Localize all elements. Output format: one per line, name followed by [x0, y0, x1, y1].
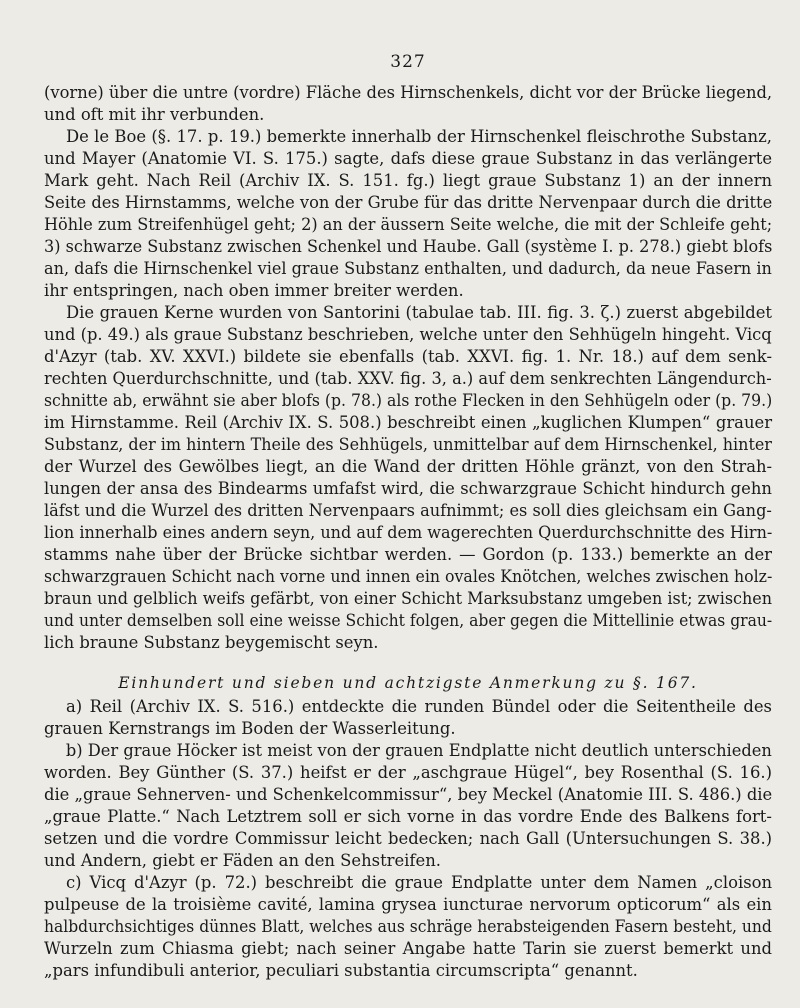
paragraph-de-le-boe [44, 126, 772, 302]
text-line: De le Boe (§. 17. p. 19.) bemerkte innerhalb der Hirnschenkel fleischrothe Substanz, [66, 127, 772, 146]
note-b [44, 740, 772, 872]
text-line: Die grauen Kerne wurden von Santorini (tabulae tab. III. fig. 3. ζ.) zuerst abgebildet [66, 303, 773, 322]
text-line: und Mayer (Anatomie VI. S. 175.) sagte, dafs diese graue Substanz in das verlängerte [44, 149, 773, 168]
text-line: schwarzgrauen Schicht nach vorne und innen ein ovales Knötchen, welches zwischen holz- [44, 567, 773, 586]
text-line: Substanz, der im hintern Theile des Sehhügels, unmittelbar auf dem Hirnschenkel, hinter [44, 435, 772, 454]
text-line: pulpeuse de la troisième cavité, lamina grysea iuncturae nervorum opticorum“ als ein [44, 895, 772, 914]
text-line: lungen der ansa des Bindearms umfafst wird, die schwarzgraue Schicht hindurch gehn [44, 479, 772, 498]
text-line: stamms nahe über der Brücke sichtbar werden. — Gordon (p. 133.) bemerkte an der [44, 545, 772, 564]
text-line: c) Vicq d'Azyr (p. 72.) beschreibt die graue Endplatte unter dem Namen „cloison [66, 873, 773, 892]
text-line: (vorne) über die untre (vordre) Fläche des Hirnschenkels, dicht vor der Brücke liegend, [44, 83, 773, 102]
text-line: im Hirnstamme. Reil (Archiv IX. S. 508.) beschreibt einen „kuglichen Klumpen“ grauer [44, 413, 773, 432]
text-line: a) Reil (Archiv IX. S. 516.) entdeckte die runden Bündel oder die Seitentheile des [66, 697, 772, 716]
text-line: braun und gelblich weifs gefärbt, von einer Schicht Marksubstanz umgeben ist; zwischen [44, 589, 773, 608]
text-line: 3) schwarze Substanz zwischen Schenkel und Haube. Gall (système I. p. 278.) giebt blofs [44, 237, 773, 256]
text-line: und (p. 49.) als graue Substanz beschrieben, welche unter den Sehhügeln hingeht. Vicq [44, 325, 772, 344]
text-line: d'Azyr (tab. XV. XXVI.) bildete sie ebenfalls (tab. XXVI. fig. 1. Nr. 18.) auf dem senk- [44, 347, 772, 366]
text-line: schnitte ab, erwähnt sie aber blofs (p. 78.) als rothe Flecken in den Sehhügeln oder (p. 79.) [44, 391, 773, 410]
text-line: Seite des Hirnstamms, welche von der Grube für das dritte Nervenpaar durch die dritte [44, 193, 773, 212]
text-line: ihr entspringen, nach oben immer breiter werden. [44, 281, 464, 300]
text-line: und Andern, giebt er Fäden an den Sehstreifen. [44, 851, 441, 870]
text-line: an, dafs die Hirnschenkel viel graue Substanz enthalten, und dadurch, da neue Fasern in [44, 259, 772, 278]
note-c [44, 872, 772, 982]
text-line: „pars infundibuli anterior, peculiari substantia circumscripta“ genannt. [44, 961, 638, 980]
text-line: lion innerhalb eines andern seyn, und auf dem wagerechten Querdurchschnitte des Hirn- [44, 523, 773, 542]
text-line: und unter demselben soll eine weisse Schicht folgen, aber gegen die Mittellinie etwas grau- [44, 611, 773, 630]
text-line: Höhle zum Streifenhügel geht; 2) an der äussern Seite welche, die mit der Schleife geht; [44, 215, 773, 234]
text-line: die „graue Sehnerven- und Schenkelcommissur“, bey Meckel (Anatomie III. S. 486.) die [44, 785, 773, 804]
text-line: läfst und die Wurzel des dritten Nervenpaars aufnimmt; es soll dies gleichsam ein Gang- [44, 501, 772, 520]
paragraph-continuation [44, 82, 772, 126]
text-line: lich braune Substanz beygemischt seyn. [44, 633, 379, 652]
text-line: worden. Bey Günther (S. 37.) heifst er der „aschgraue Hügel“, bey Rosenthal (S. 16.) [44, 763, 773, 782]
text-line: Mark geht. Nach Reil (Archiv IX. S. 151. fg.) liegt graue Substanz 1) an der innern [44, 171, 772, 190]
text-line: „graue Platte.“ Nach Letztrem soll er sich vorne in das vordre Ende des Balkens fort- [44, 807, 772, 826]
text-line: rechten Querdurchschnitte, und (tab. XXV. fig. 3, a.) auf dem senkrechten Längendurch- [44, 369, 772, 388]
paragraph-santorini [44, 302, 772, 654]
text-line: b) Der graue Höcker ist meist von der grauen Endplatte nicht deutlich unterschieden [65, 741, 772, 760]
section-heading: Einhundert und sieben und achtzigste Anmerkung zu §. 167. [118, 674, 698, 692]
text-line: und oft mit ihr verbunden. [44, 105, 265, 124]
text-line: Wurzeln zum Chiasma giebt; nach seiner Angabe hatte Tarin sie zuerst bemerkt und [44, 939, 773, 958]
text-line: halbdurchsichtiges dünnes Blatt, welches aus schräge herabsteigenden Fasern besteht, und [44, 917, 772, 936]
text-line: setzen und die vordre Commissur leicht bedecken; nach Gall (Untersuchungen S. 38.) [44, 829, 773, 848]
text-line: der Wurzel des Gewölbes liegt, an die Wand der dritten Höhle gränzt, von den Strah- [44, 457, 773, 476]
page-number: 327 [390, 52, 426, 72]
note-a [44, 696, 772, 740]
text-line: grauen Kernstrangs im Boden der Wasserleitung. [44, 719, 456, 738]
